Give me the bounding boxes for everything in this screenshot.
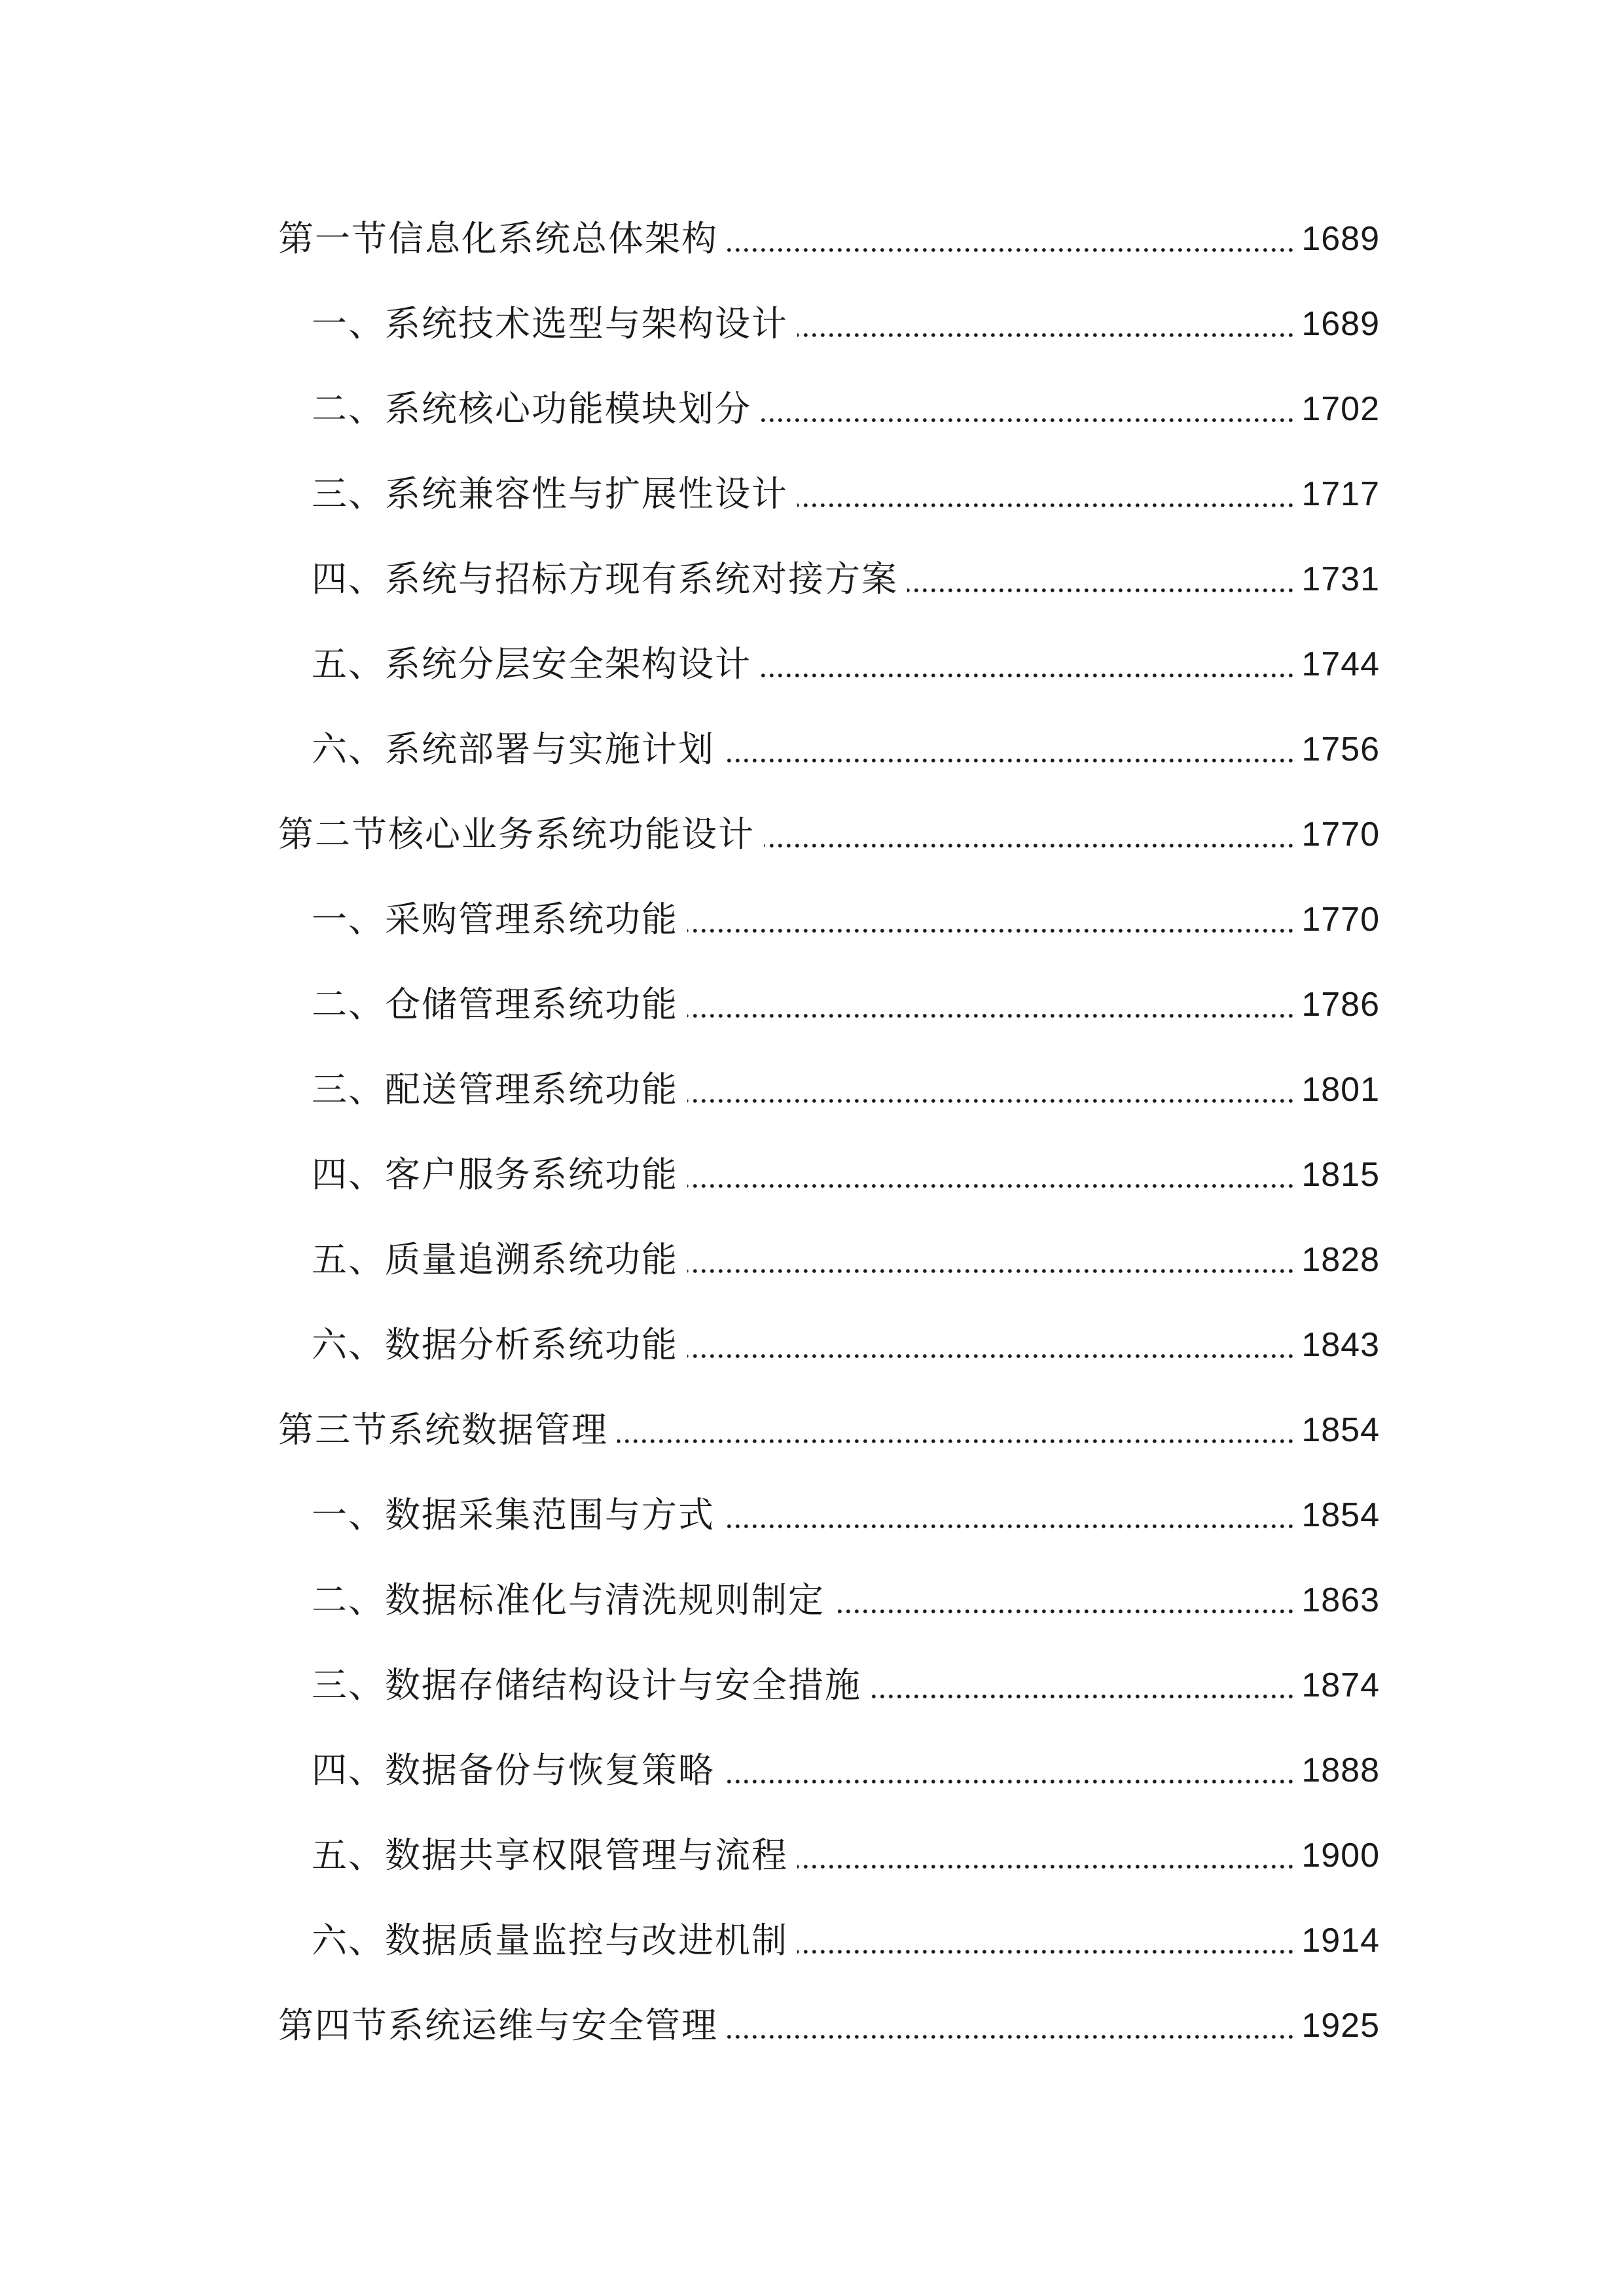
toc-entry-label: 一、系统技术选型与架构设计 [312,303,788,344]
toc-entry-page-number: 1815 [1301,1156,1380,1194]
dot-leader [797,503,1295,507]
toc-entry-label: 第三节系统数据管理 [278,1409,608,1450]
dot-leader [761,418,1295,422]
toc-entry-label: 一、采购管理系统功能 [312,899,678,940]
toc-entry-page-number: 1843 [1301,1326,1380,1364]
toc-entry-subsection[interactable] [312,1574,1380,1626]
toc-entry-label: 五、质量追溯系统功能 [312,1239,678,1280]
dot-leader [687,1269,1295,1273]
toc-entry-subsection[interactable] [312,1744,1380,1797]
toc-entry-page-number: 1801 [1301,1071,1380,1109]
dot-leader [761,673,1295,677]
toc-entry-page-number: 1900 [1301,1837,1380,1874]
toc-entry-label: 三、配送管理系统功能 [312,1069,678,1110]
toc-entry-label: 三、数据存储结构设计与安全措施 [312,1664,861,1706]
toc-entry-page-number: 1770 [1301,816,1380,853]
toc-entry-label: 六、数据质量监控与改进机制 [312,1920,788,1961]
toc-entry-page-number: 1731 [1301,560,1380,598]
toc-entry-subsection[interactable] [312,1149,1380,1201]
toc-entry-label: 六、系统部署与实施计划 [312,728,715,770]
toc-entry-page-number: 1854 [1301,1496,1380,1534]
toc-entry-page-number: 1888 [1301,1751,1380,1789]
toc-entry-subsection[interactable] [312,723,1380,776]
toc-entry-page-number: 1689 [1301,305,1380,343]
toc-entry-subsection[interactable] [312,1234,1380,1286]
dot-leader [727,248,1295,252]
dot-leader [797,1865,1295,1869]
dot-leader [687,1014,1295,1018]
toc-entry-subsection[interactable] [312,893,1380,946]
dot-leader [617,1439,1295,1443]
dot-leader [797,333,1295,337]
toc-entry-page-number: 1854 [1301,1411,1380,1449]
dot-leader [724,759,1295,762]
toc-entry-label: 二、数据标准化与清洗规则制定 [312,1579,825,1621]
dot-leader [687,1184,1295,1188]
toc-entry-subsection[interactable] [312,1489,1380,1541]
dot-leader [764,844,1295,848]
toc-entry-page-number: 1702 [1301,390,1380,428]
toc-entry-subsection[interactable] [312,1914,1380,1967]
toc-entry-page-number: 1914 [1301,1922,1380,1960]
toc-entry-page-number: 1689 [1301,220,1380,258]
toc-entry-section-1[interactable] [278,213,1380,265]
dot-leader [687,1354,1295,1358]
dot-leader [834,1609,1295,1613]
toc-entry-label: 二、系统核心功能模块划分 [312,388,751,429]
toc-entry-label: 第二节核心业务系统功能设计 [278,814,755,855]
toc-entry-page-number: 1744 [1301,645,1380,683]
toc-entry-subsection[interactable] [312,1319,1380,1371]
dot-leader [871,1695,1295,1698]
toc-entry-label: 四、系统与招标方现有系统对接方案 [312,558,898,600]
toc-entry-subsection[interactable] [312,1829,1380,1882]
toc-entry-label: 一、数据采集范围与方式 [312,1494,715,1535]
toc-entry-section-3[interactable] [278,1404,1380,1456]
dot-leader [727,2035,1295,2039]
toc-entry-subsection[interactable] [312,978,1380,1031]
toc-entry-page-number: 1874 [1301,1666,1380,1704]
toc-entry-page-number: 1925 [1301,2007,1380,2045]
toc-entry-label: 四、数据备份与恢复策略 [312,1749,715,1791]
toc-entry-label: 六、数据分析系统功能 [312,1324,678,1365]
toc-entry-subsection[interactable] [312,1064,1380,1116]
toc-entry-subsection[interactable] [312,468,1380,520]
toc-entry-subsection[interactable] [312,638,1380,691]
toc-entry-page-number: 1770 [1301,901,1380,939]
dot-leader [797,1950,1295,1954]
dot-leader [724,1780,1295,1784]
toc-entry-page-number: 1756 [1301,730,1380,768]
toc-entry-label: 四、客户服务系统功能 [312,1154,678,1195]
toc-entry-subsection[interactable] [312,298,1380,350]
toc-entry-page-number: 1828 [1301,1241,1380,1279]
toc-entry-label: 第四节系统运维与安全管理 [278,2005,718,2046]
toc-entry-subsection[interactable] [312,383,1380,435]
dot-leader [907,588,1295,592]
toc-entry-section-2[interactable] [278,808,1380,861]
toc-entry-page-number: 1863 [1301,1581,1380,1619]
toc-entry-page-number: 1786 [1301,986,1380,1024]
toc-entry-label: 第一节信息化系统总体架构 [278,218,718,259]
toc-entry-label: 三、系统兼容性与扩展性设计 [312,473,788,514]
toc-entry-section-4[interactable] [278,2000,1380,2052]
toc-entry-subsection[interactable] [312,553,1380,605]
dot-leader [724,1524,1295,1528]
toc-entry-label: 二、仓储管理系统功能 [312,984,678,1025]
toc-entry-label: 五、数据共享权限管理与流程 [312,1835,788,1876]
toc-entry-page-number: 1717 [1301,475,1380,513]
toc-entry-label: 五、系统分层安全架构设计 [312,643,751,685]
dot-leader [687,929,1295,933]
dot-leader [687,1099,1295,1103]
toc-entry-subsection[interactable] [312,1659,1380,1712]
